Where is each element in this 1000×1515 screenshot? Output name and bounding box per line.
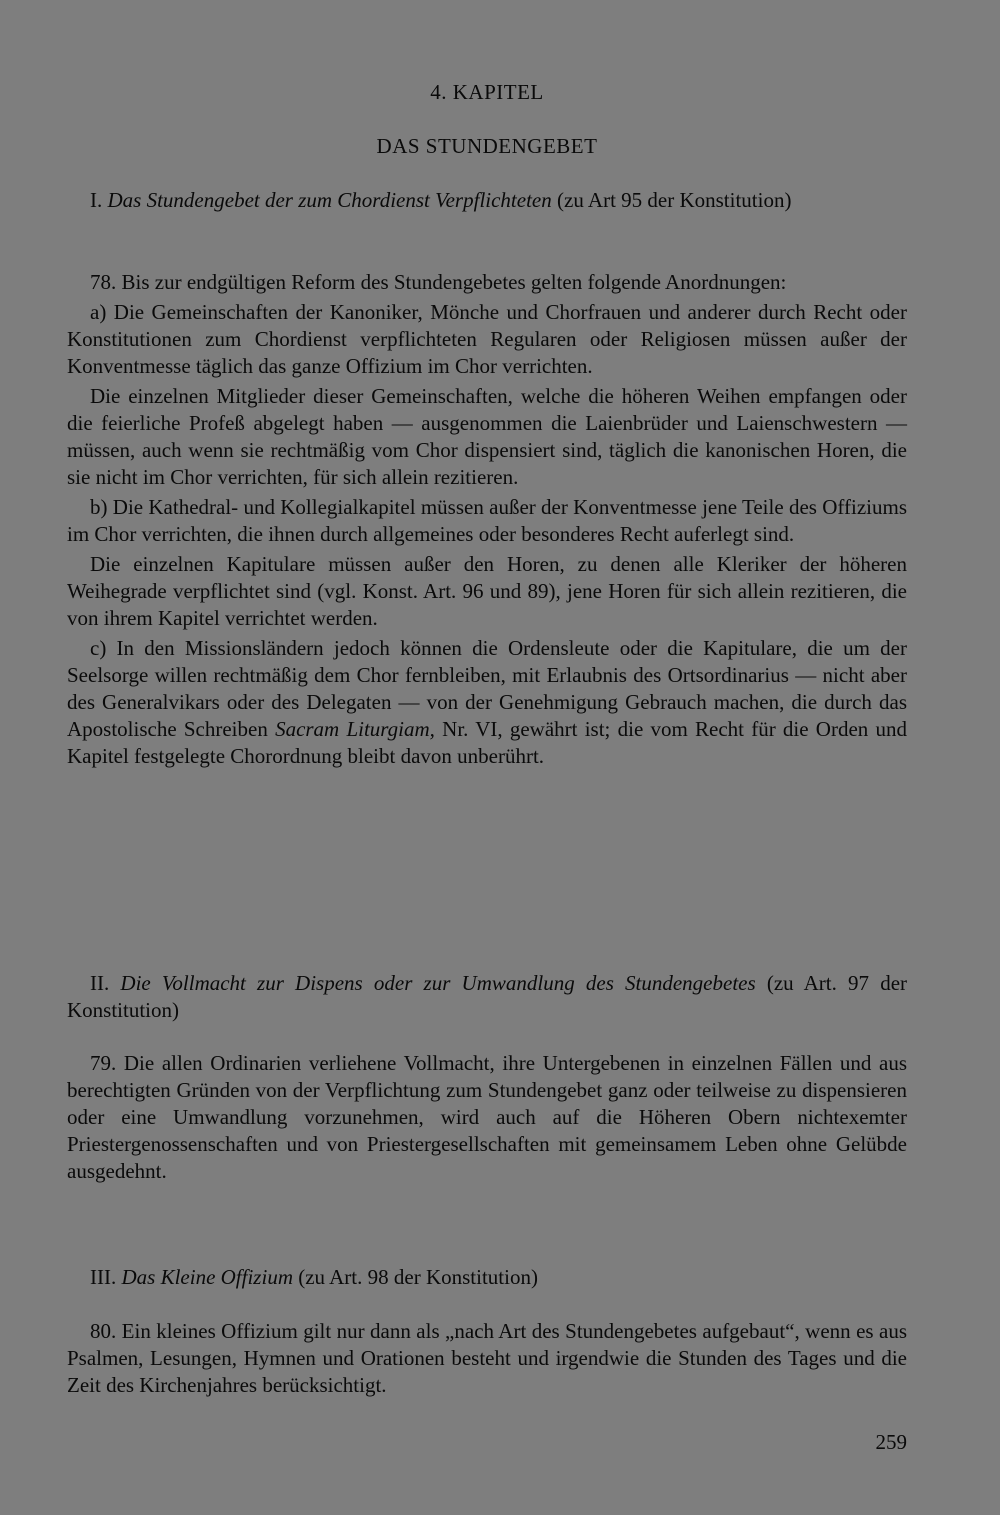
section-reference: (zu Art. 97 der Konstitution) <box>67 971 908 1022</box>
section-3-heading <box>67 1264 907 1291</box>
section-reference: (zu Art. 98 der Konstitution) <box>298 1265 538 1289</box>
paragraph-78b-chapter-members: Die einzelnen Kapitulare müssen außer den Horen, zu denen alle Kleriker der höheren Weihegrade verpflichtet sind (vgl. Konst. Art. 96 und 89), jene Horen für sich allein rezitieren, die von ihrem Kapitel verrichtet werden. <box>67 552 907 630</box>
section-2-body <box>67 1050 907 1185</box>
section-number: II. <box>90 971 110 995</box>
paragraph-78a-members: Die einzelnen Mitglieder dieser Gemeinschaften, welche die höheren Weihen empfangen oder die feierliche Profeß abgelegt haben — ausgenommen die Laienbrüder und Laienschwestern — müssen, auch wenn sie rechtmäßig vom Chor dispensiert sind, täglich die kanonischen Horen, die sie nicht im Chor verrichten, für sich allein rezitieren. <box>67 384 907 489</box>
section-2-heading <box>67 970 907 1024</box>
section-3-body <box>67 1318 907 1399</box>
paragraph-78c <box>67 635 907 770</box>
chapter-title: DAS STUNDENGEBET <box>376 134 598 158</box>
document-title: Sacram Liturgiam, <box>275 717 435 741</box>
paragraph-78: 78. Bis zur endgültigen Reform des Stundengebetes gelten folgende Anordnungen: <box>90 270 787 294</box>
section-title: Das Stundengebet der zum Chordienst Verpflichteten <box>107 188 552 212</box>
section-title: Die Vollmacht zur Dispens oder zur Umwandlung des Stundengebetes <box>120 971 756 995</box>
section-1-body <box>67 269 907 770</box>
paragraph-79: 79. Die allen Ordinarien verliehene Vollmacht, ihre Untergebenen in einzelnen Fällen und aus berechtigten Gründen von der Verpflichtung zum Stundengebet ganz oder teilweise zu dispensieren oder eine Umwandlung vorzunehmen, wird auch auf die Höheren Obern nichtexemter Priestergenossenschaften und von Priestergesellschaften mit gemeinsamem Leben ohne Gelübde ausgedehnt. <box>67 1051 907 1183</box>
paragraph-78b: b) Die Kathedral- und Kollegialkapitel müssen außer der Konventmesse jene Teile des Offiziums im Chor verrichten, die ihnen durch allgemeines oder besonderes Recht auferlegt sind. <box>67 495 907 546</box>
chapter-heading: 4. KAPITEL <box>430 80 544 104</box>
section-reference: (zu Art 95 der Konstitution) <box>557 188 792 212</box>
paragraph-78a: a) Die Gemeinschaften der Kanoniker, Mönche und Chorfrauen und anderer durch Recht oder Konstitutionen zum Chordienst verpflichteten Regularen oder Religiosen müssen außer der Konventmesse täglich das ganze Offizium im Chor verrichten. <box>67 300 907 378</box>
paragraph-78c-text-end: Nr. VI, gewährt ist; die vom Recht für die Orden und Kapitel festgelegte Chorordnung bleibt davon unberührt. <box>67 717 908 768</box>
section-1-heading <box>67 187 907 214</box>
section-title: Das Kleine Offizium <box>121 1265 293 1289</box>
paragraph-80: 80. Ein kleines Offizium gilt nur dann als „nach Art des Stundengebetes aufgebaut“, wenn es aus Psalmen, Lesungen, Hymnen und Orationen besteht und irgendwie die Stunden des Tages und die Zeit des Kirchenjahres berücksichtigt. <box>67 1319 907 1397</box>
section-number: I. <box>90 188 103 212</box>
paragraph-78c-text: c) In den Missionsländern jedoch können die Ordensleute oder die Kapitulare, die um der Seelsorge willen rechtmäßig dem Chor fernbleiben, mit Erlaubnis des Ortsordinarius — nicht aber des Generalvikars oder des Delegaten — von der Genehmigung Gebrauch machen, die durch das Apostolische Schreiben <box>67 636 907 741</box>
section-number: III. <box>90 1265 117 1289</box>
page-number: 259 <box>875 1430 907 1454</box>
